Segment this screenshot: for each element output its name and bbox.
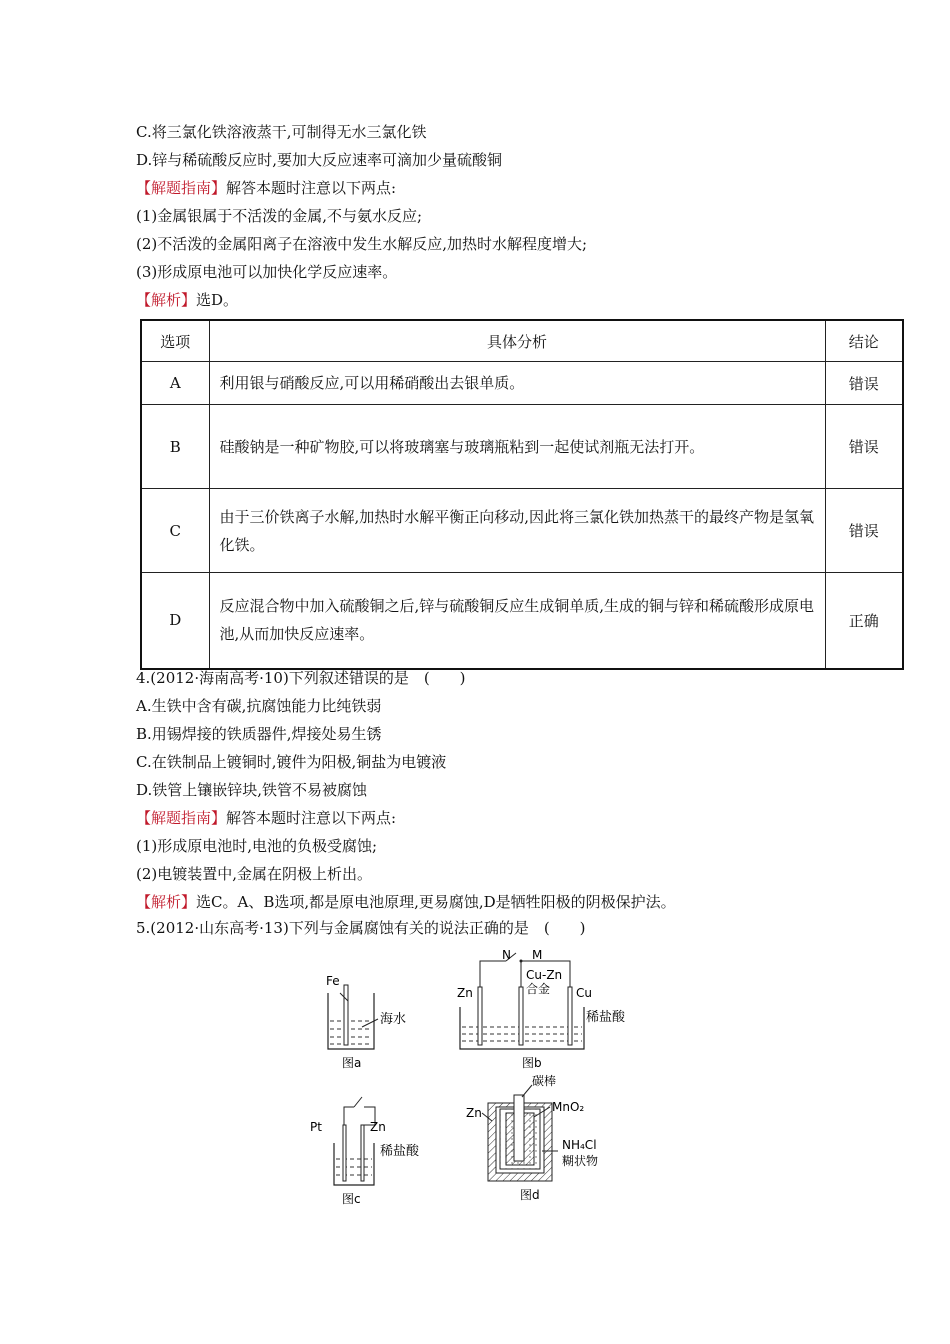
wire-b-left <box>480 961 506 987</box>
fe-electrode <box>344 985 348 1045</box>
q4-option-c: C.在铁制品上镀铜时,镀件为阳极,铜盐为电镀液 <box>136 753 447 771</box>
figure-b-caption: 图b <box>522 1056 542 1070</box>
row-result: 正确 <box>825 573 903 669</box>
q3-guide <box>136 178 396 198</box>
switch-m-label: M <box>532 948 543 962</box>
table-row <box>141 405 903 489</box>
guide-tag: 【解题指南】 <box>136 809 227 827</box>
row-result: 错误 <box>825 489 903 573</box>
q3-analysis <box>136 290 238 310</box>
nh4cl-label: NH₄Cl <box>562 1138 597 1152</box>
row-detail: 利用银与硝酸反应,可以用稀硝酸出去银单质。 <box>209 362 825 405</box>
figure-a <box>326 974 406 1070</box>
guide-text: 解答本题时注意以下两点: <box>226 179 397 197</box>
row-detail: 反应混合物中加入硫酸铜之后,锌与硫酸铜反应生成铜单质,生成的铜与锌和稀硫酸形成原电池,从而加快反应速率。 <box>209 573 825 669</box>
table-header: 结论 <box>825 320 903 362</box>
mno2-label: MnO₂ <box>552 1100 585 1114</box>
q3-option-c: C.将三氯化铁溶液蒸干,可制得无水三氯化铁 <box>136 123 427 141</box>
figure-d-caption: 图d <box>520 1188 540 1202</box>
cu-label: Cu <box>576 986 592 1000</box>
table-row <box>141 362 903 405</box>
acid-label-b: 稀盐酸 <box>586 1010 626 1025</box>
paste-label: 糊状物 <box>562 1154 599 1168</box>
cu-zn-electrode <box>519 987 523 1045</box>
carbon-rod-label: 碳棒 <box>532 1074 557 1088</box>
analysis-tag: 【解析】 <box>136 291 197 309</box>
figure-a-caption: 图a <box>342 1056 362 1070</box>
alloy-label: 合金 <box>526 982 551 996</box>
row-result: 错误 <box>825 405 903 489</box>
row-result: 错误 <box>825 362 903 405</box>
analysis-table <box>140 319 904 670</box>
zn-label-b: Zn <box>457 986 473 1000</box>
table-header: 具体分析 <box>209 320 825 362</box>
cu-electrode <box>568 987 572 1045</box>
acid-label-c: 稀盐酸 <box>380 1144 420 1159</box>
q3-guide-point-2: (2)不活泼的金属阳离子在溶液中发生水解反应,加热时水解程度增大; <box>136 235 588 253</box>
switch-c <box>354 1097 362 1107</box>
table-header-row <box>141 320 903 362</box>
q4-guide <box>136 808 396 828</box>
zn-label-c: Zn <box>370 1120 386 1134</box>
guide-text: 解答本题时注意以下两点: <box>226 809 397 827</box>
q4-guide-point-2: (2)电镀装置中,金属在阴极上析出。 <box>136 865 373 883</box>
table-row <box>141 489 903 573</box>
row-option: B <box>141 405 209 489</box>
q5-stem: 5.(2012·山东高考·13)下列与金属腐蚀有关的说法正确的是 ( ) <box>136 919 586 937</box>
figure-b <box>457 948 626 1070</box>
cu-zn-label: Cu-Zn <box>526 968 563 982</box>
analysis-text: 选D。 <box>196 291 239 309</box>
zn-case-label: Zn <box>466 1106 482 1120</box>
q4-stem: 4.(2012·海南高考·10)下列叙述错误的是 ( ) <box>136 669 466 687</box>
q3-option-d: D.锌与稀硫酸反应时,要加大反应速率可滴加少量硫酸铜 <box>136 151 503 169</box>
beaker-c <box>334 1143 374 1185</box>
seawater-label: 海水 <box>380 1012 407 1027</box>
figure-c-caption: 图c <box>342 1192 361 1206</box>
pt-label: Pt <box>310 1120 322 1134</box>
row-detail: 由于三价铁离子水解,加热时水解平衡正向移动,因此将三氯化铁加热蒸干的最终产物是氢氧化铁。 <box>209 489 825 573</box>
table-row <box>141 573 903 669</box>
q4-option-a: A.生铁中含有碳,抗腐蚀能力比纯铁弱 <box>136 697 382 715</box>
zn-electrode-b <box>478 987 482 1045</box>
figure-d <box>466 1073 598 1202</box>
corrosion-figures <box>300 945 660 1215</box>
q4-option-d: D.铁管上镶嵌锌块,铁管不易被腐蚀 <box>136 781 368 799</box>
row-option: C <box>141 489 209 573</box>
q3-guide-point-3: (3)形成原电池可以加快化学反应速率。 <box>136 263 398 281</box>
analysis-text: 选C。A、B选项,都是原电池原理,更易腐蚀,D是牺牲阳极的阴极保护法。 <box>196 893 676 911</box>
pt-electrode <box>343 1125 346 1181</box>
q3-guide-point-1: (1)金属银属于不活泼的金属,不与氨水反应; <box>136 207 423 225</box>
zn-electrode-c <box>361 1125 364 1181</box>
q4-analysis <box>136 892 676 912</box>
switch-n-label: N <box>502 948 511 962</box>
analysis-tag: 【解析】 <box>136 893 197 911</box>
fe-label: Fe <box>326 974 340 988</box>
carbon-rod <box>514 1095 524 1161</box>
figure-c <box>310 1097 420 1206</box>
row-option: A <box>141 362 209 405</box>
q4-option-b: B.用锡焊接的铁质器件,焊接处易生锈 <box>136 725 382 743</box>
table-header: 选项 <box>141 320 209 362</box>
row-detail: 硅酸钠是一种矿物胶,可以将玻璃塞与玻璃瓶粘到一起使试剂瓶无法打开。 <box>209 405 825 489</box>
guide-tag: 【解题指南】 <box>136 179 227 197</box>
q4-guide-point-1: (1)形成原电池时,电池的负极受腐蚀; <box>136 837 378 855</box>
row-option: D <box>141 573 209 669</box>
